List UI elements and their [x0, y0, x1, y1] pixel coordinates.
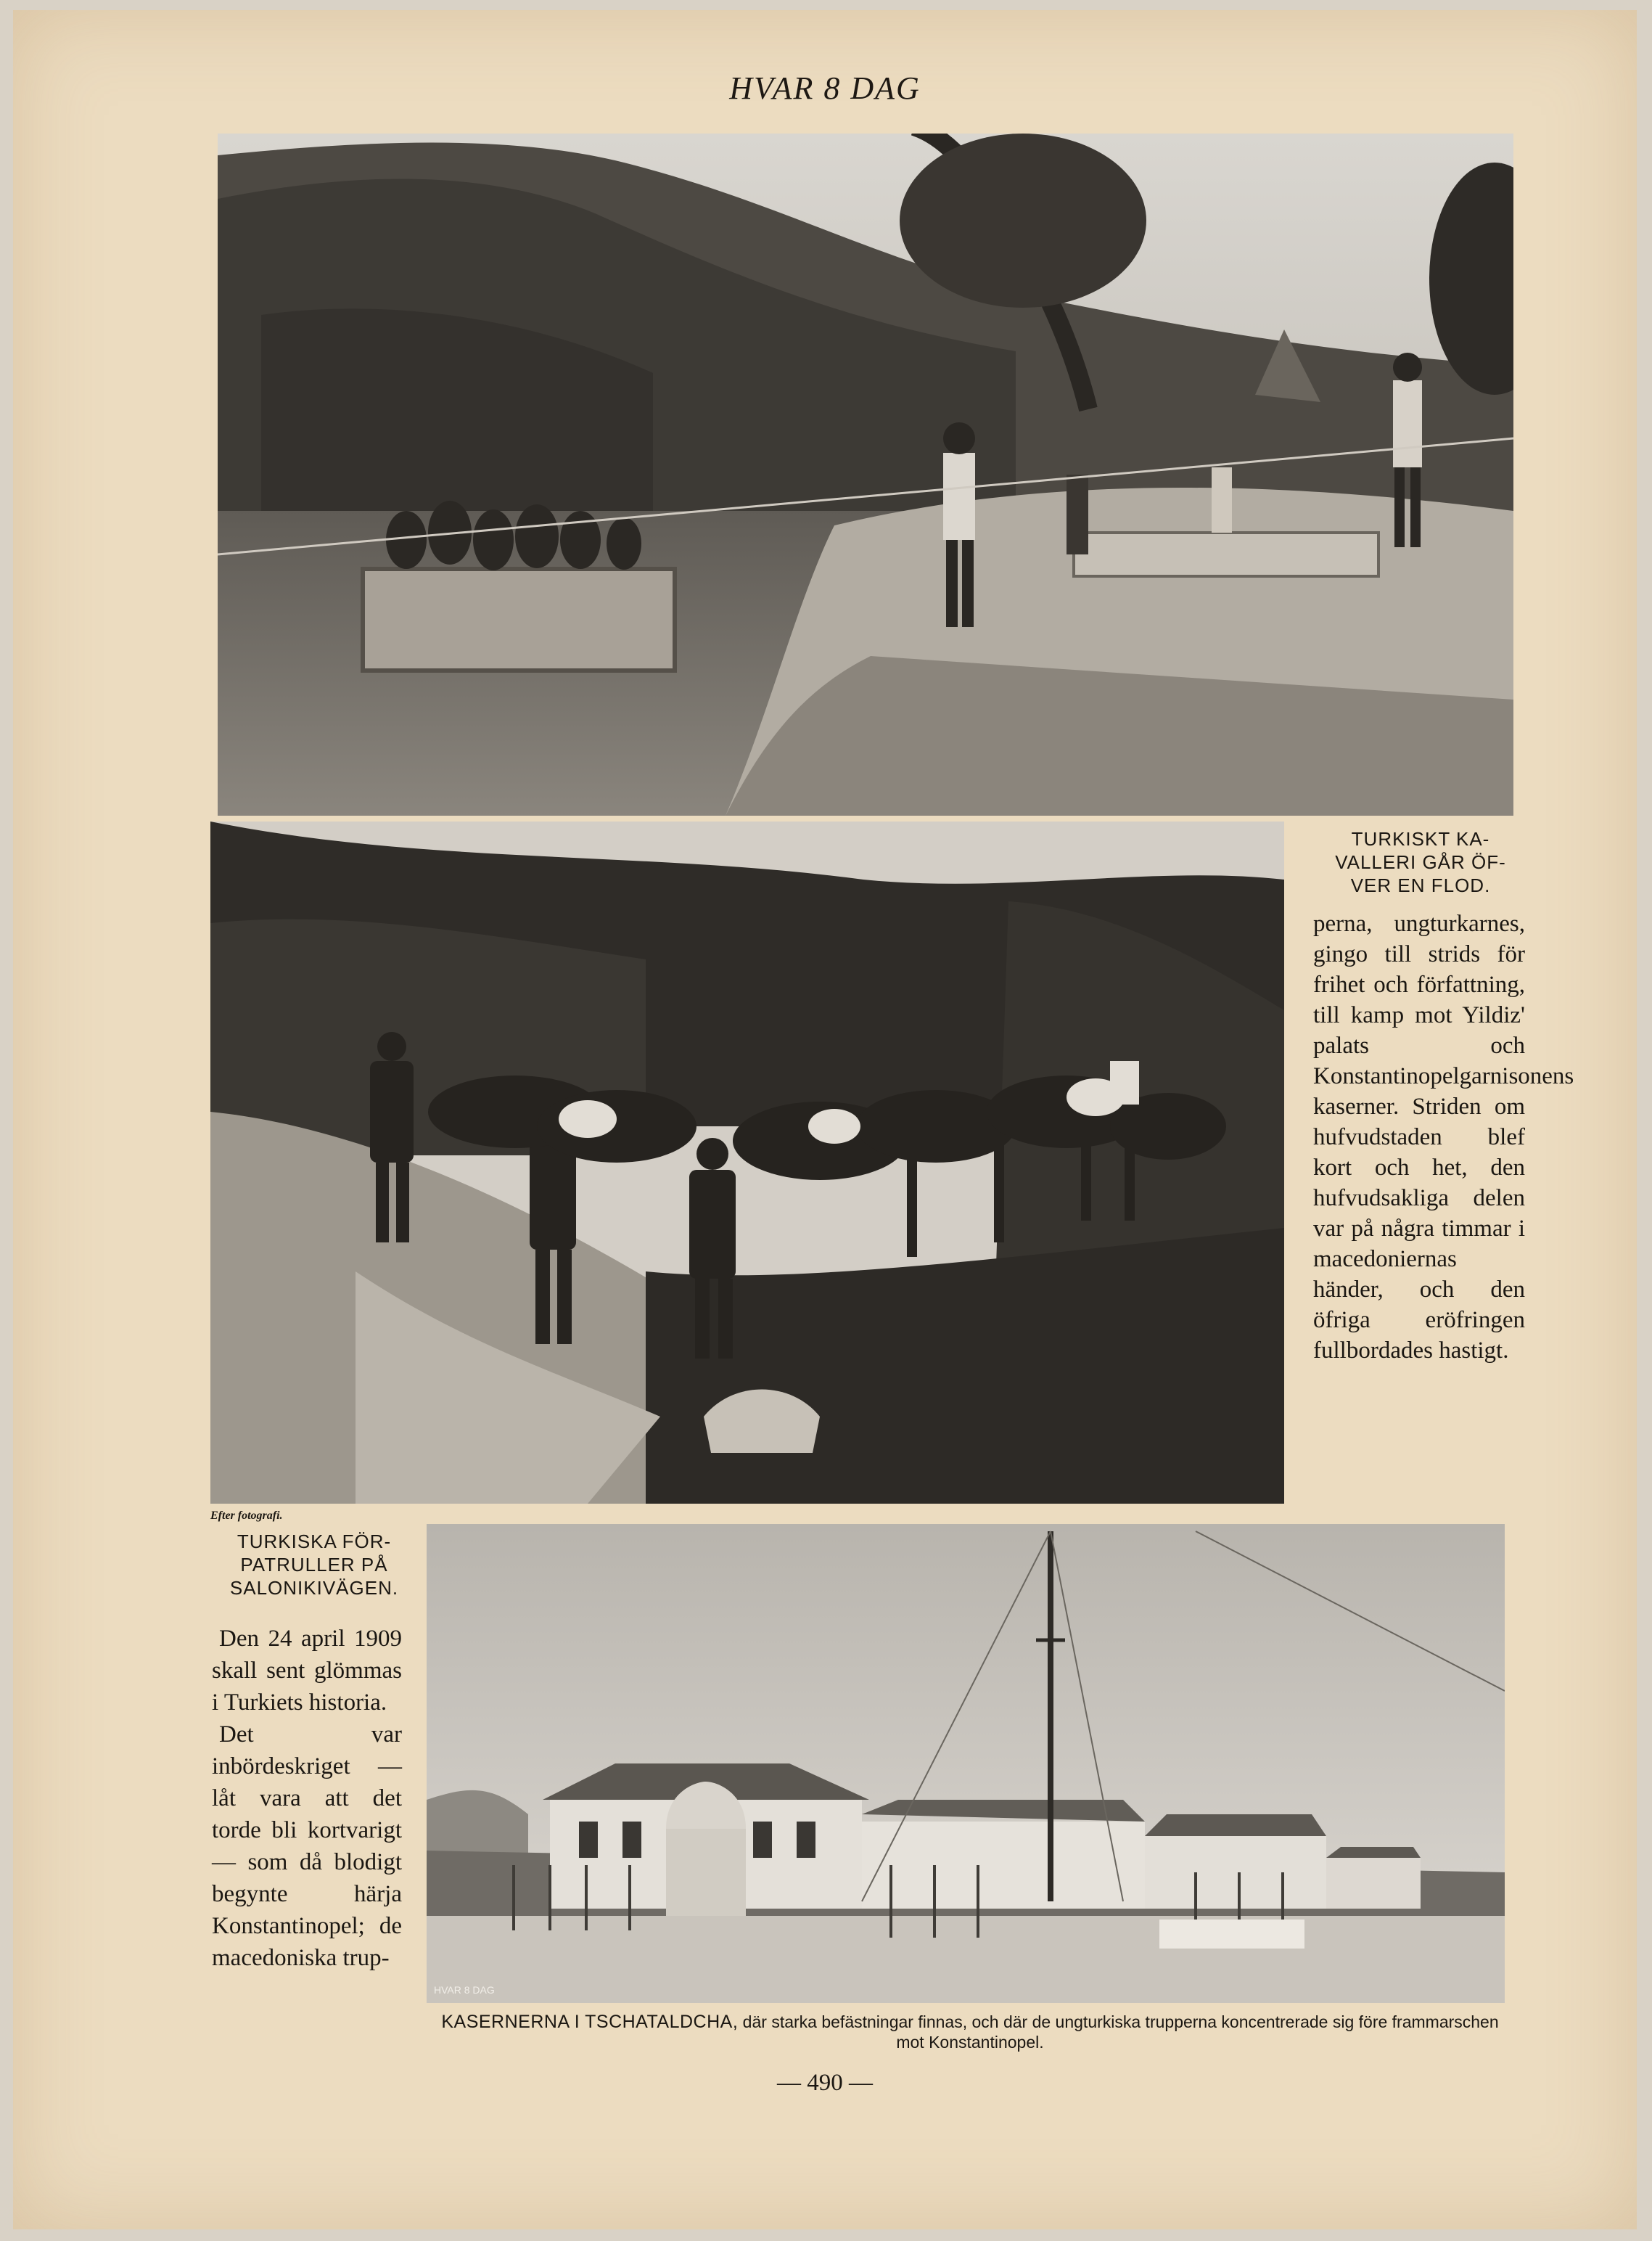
photo-barracks [427, 1524, 1505, 2003]
caption-cavalry-line: VER EN FLOD. [1350, 874, 1491, 896]
magazine-page [13, 10, 1637, 2229]
article-paragraph: Den 24 april 1909 skall sent glömmas i Turkiets historia. [212, 1626, 402, 1716]
photo-barracks-stamp: HVAR 8 DAG [434, 1984, 495, 1996]
photo-patrols-image [210, 822, 1284, 1504]
photo-credit: Efter fotografi. [210, 1509, 283, 1522]
article-left-column [212, 1623, 402, 1974]
photo-barracks-image [427, 1524, 1505, 2003]
caption-patrols-line: PATRULLER PÅ [240, 1554, 388, 1576]
caption-cavalry-line: TURKISKT KA- [1351, 828, 1490, 850]
article-right-column [1313, 909, 1574, 1366]
caption-patrols [209, 1530, 419, 1599]
article-paragraph: perna, ungturkarnes, gingo till strids för frihet och författning, till kamp mot Yildiz' palats och Konstantinopelgarnisonens kaserner. Striden om hufvudstaden blef kort och het, den hufvudsakliga delen var på några timmar i macedoniernas händer, och den öfriga eröfringen fullbordades hastigt. [1313, 911, 1574, 1364]
article-paragraph: Det var inbördeskriget — låt vara att det torde bli kortvarigt — som då blodigt begynte härja Konstantinopel; de macedoniska trup- [212, 1721, 402, 1971]
caption-barracks [437, 2012, 1503, 2052]
page-header: HVAR 8 DAG [729, 70, 921, 106]
photo-cavalry-ferry [218, 134, 1513, 816]
caption-barracks-text: där starka befästningar finnas, och där de ungturkiska trupperna koncentrerade sig före frammarschen mot Konstantinopel. [738, 2012, 1499, 2052]
caption-barracks-lead: KASERNERNA I TSCHATALDCHA, [441, 2012, 739, 2032]
caption-cavalry [1312, 827, 1529, 897]
caption-patrols-line: SALONIKIVÄGEN. [229, 1577, 399, 1599]
photo-cavalry-ferry-image [218, 134, 1513, 816]
caption-patrols-line: TURKISKA FÖR- [237, 1531, 392, 1552]
photo-patrols [210, 822, 1284, 1504]
caption-cavalry-line: VALLERI GÅR ÖF- [1335, 851, 1506, 873]
page-number: — 490 — [777, 2070, 873, 2096]
